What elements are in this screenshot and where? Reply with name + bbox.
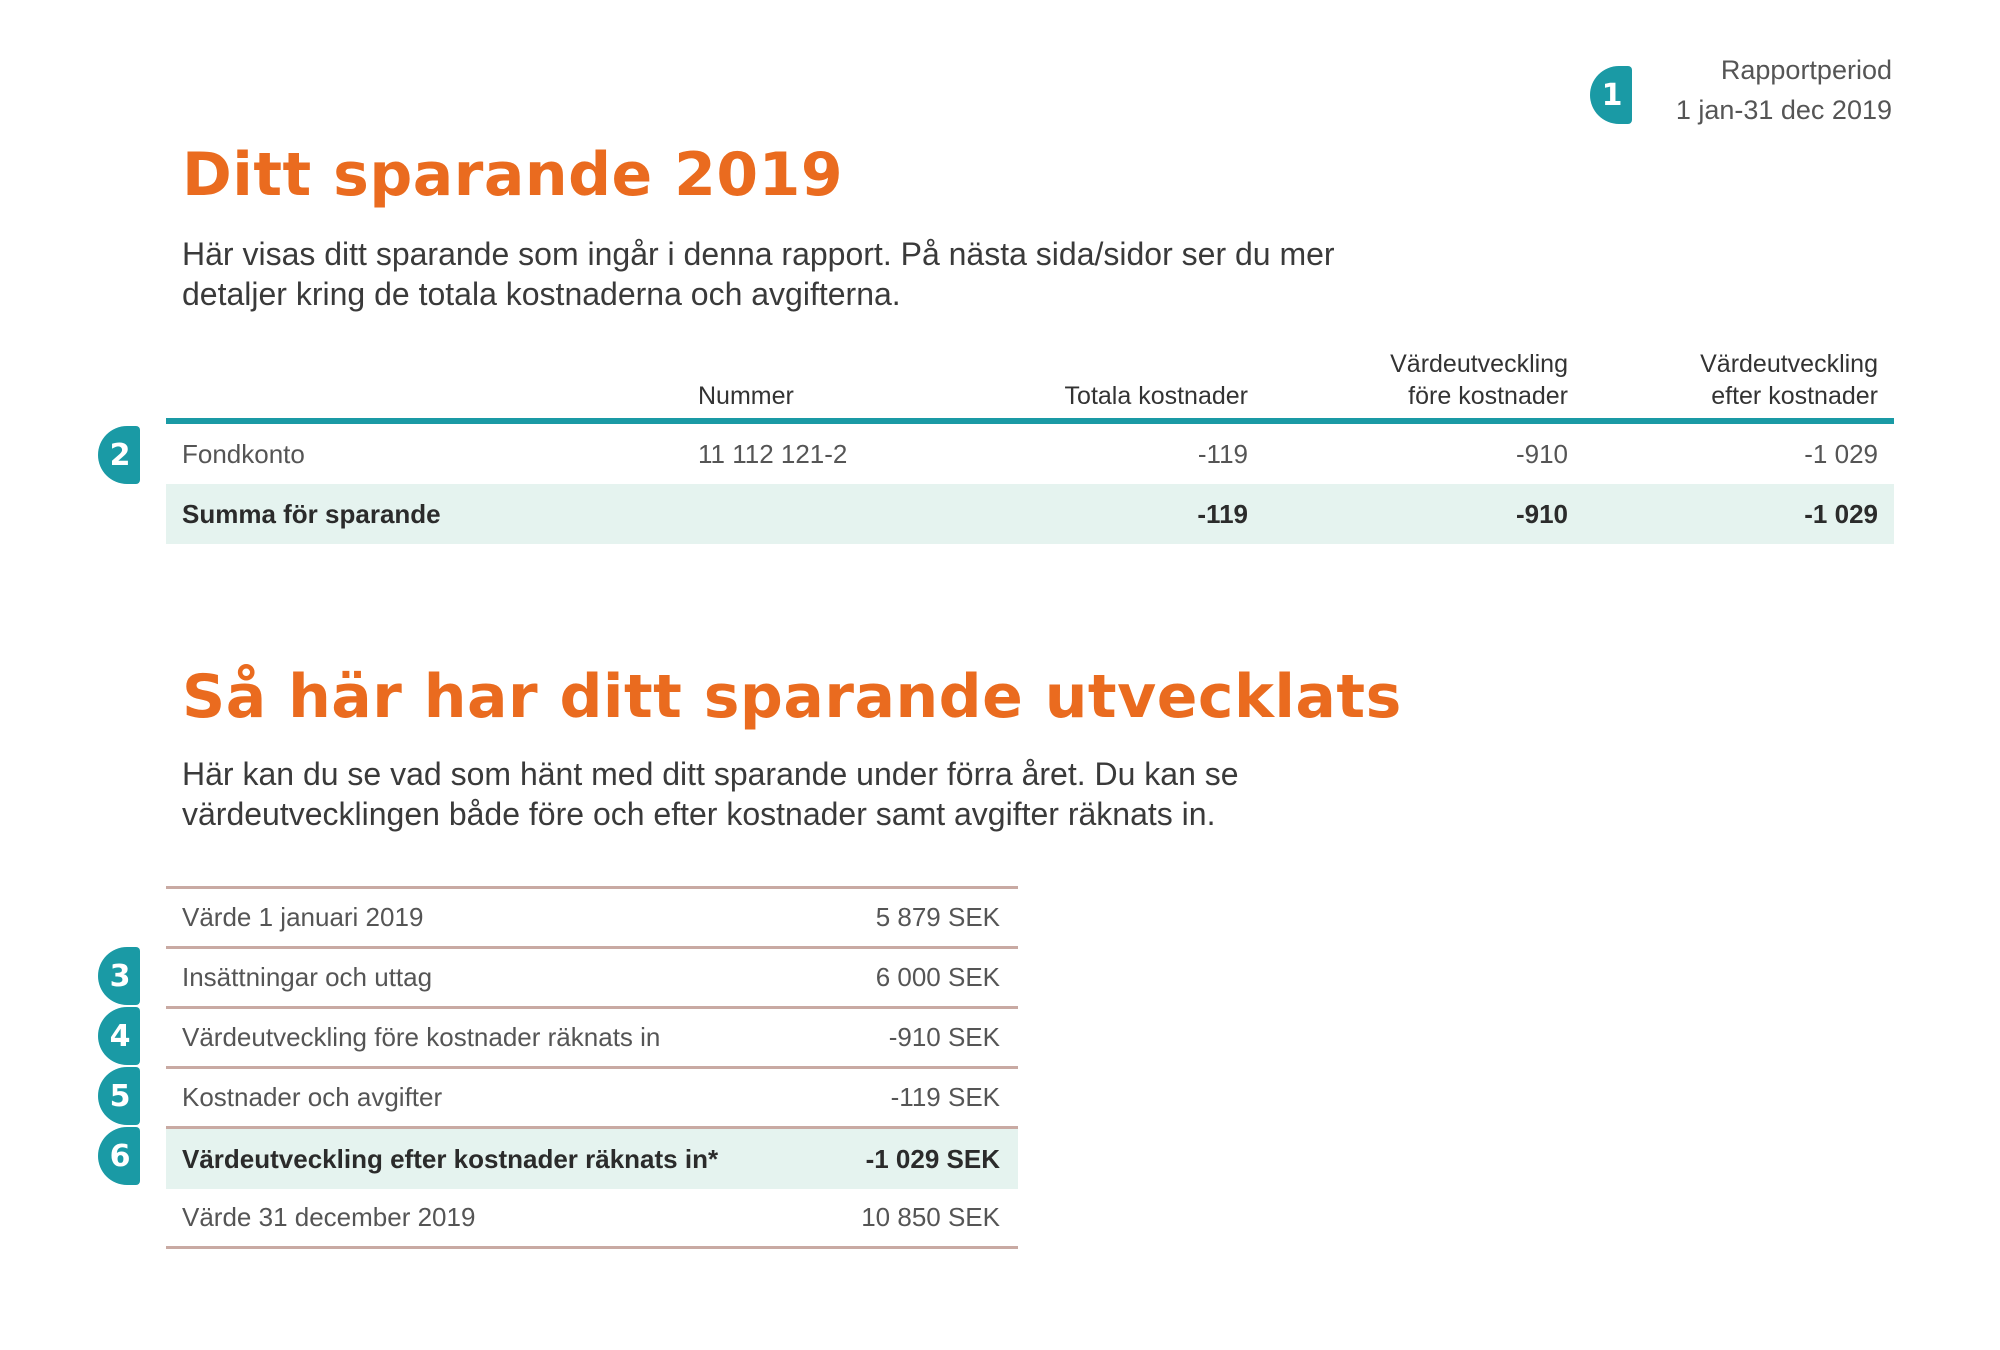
table-row <box>166 889 1018 949</box>
row-value: 10 850 SEK <box>861 1202 1000 1232</box>
row-label: Fondkonto <box>182 439 305 469</box>
section1-intro-line: Här visas ditt sparande som ingår i denna rapport. På nästa sida/sidor ser du mer <box>182 236 1335 272</box>
row-label: Värde 1 januari 2019 <box>182 902 424 932</box>
row-label: Värdeutveckling före kostnader räknats in <box>182 1022 661 1052</box>
table-row-highlight <box>166 1129 1018 1189</box>
table-row <box>166 1069 1018 1129</box>
header-fore-line2: före kostnader <box>1408 382 1568 410</box>
row-efter: -1 029 <box>1804 439 1878 469</box>
section1-title: Ditt sparande 2019 <box>182 140 844 210</box>
badge-6: 6 <box>98 1127 140 1185</box>
report-period-value: 1 jan-31 dec 2019 <box>1675 95 1892 125</box>
sum-label: Summa för sparande <box>182 499 441 529</box>
report-period-label: Rapportperiod <box>1720 55 1892 85</box>
row-label: Insättningar och uttag <box>182 962 433 992</box>
report-period <box>1676 50 1892 130</box>
sum-totala-kostnader: -119 <box>1197 499 1248 529</box>
table-row <box>166 949 1018 1009</box>
badge-1: 1 <box>1590 66 1632 124</box>
header-nummer: Nummer <box>698 382 794 410</box>
section2-intro-line: värdeutvecklingen både före och efter kostnader samt avgifter räknats in. <box>182 796 1216 832</box>
row-fore: -910 <box>1515 439 1568 469</box>
table-row <box>166 1189 1018 1249</box>
table-row-summa <box>166 484 1894 544</box>
sum-fore: -910 <box>1515 499 1568 529</box>
badge-3: 3 <box>98 947 140 1005</box>
row-label: Värdeutveckling efter kostnader räknats in* <box>182 1144 719 1174</box>
row-value: 5 879 SEK <box>875 902 1000 932</box>
badge-5: 5 <box>98 1067 140 1125</box>
badge-2: 2 <box>98 426 140 484</box>
badge-4: 4 <box>98 1007 140 1065</box>
section2-title: Så här har ditt sparande utvecklats <box>182 662 1402 732</box>
section1-intro-line: detaljer kring de totala kostnaderna och avgifterna. <box>182 276 901 312</box>
row-value: 6 000 SEK <box>875 962 1000 992</box>
section1-intro <box>182 234 1382 314</box>
row-value: -1 029 SEK <box>865 1144 1000 1174</box>
table-row <box>166 1009 1018 1069</box>
development-table <box>166 886 1018 1249</box>
table-row-fondkonto <box>166 424 1894 484</box>
header-vardeutveckling-fore <box>1390 348 1568 412</box>
header-vardeutveckling-efter <box>1700 348 1878 412</box>
row-totala-kostnader: -119 <box>1197 439 1248 469</box>
section2-intro <box>182 754 1382 834</box>
sum-efter: -1 029 <box>1804 499 1878 529</box>
header-efter-line2: efter kostnader <box>1711 382 1878 410</box>
savings-table-header <box>166 338 1894 424</box>
header-efter-line1: Värdeutveckling <box>1700 350 1878 378</box>
row-value: -119 SEK <box>890 1082 1000 1112</box>
row-nummer: 11 112 121-2 <box>698 439 848 469</box>
row-label: Värde 31 december 2019 <box>182 1202 476 1232</box>
savings-table <box>166 338 1894 544</box>
header-fore-line1: Värdeutveckling <box>1390 350 1568 378</box>
row-label: Kostnader och avgifter <box>182 1082 443 1112</box>
section2-intro-line: Här kan du se vad som hänt med ditt sparande under förra året. Du kan se <box>182 756 1239 792</box>
header-totala-kostnader: Totala kostnader <box>1064 382 1248 410</box>
row-value: -910 SEK <box>888 1022 1000 1052</box>
